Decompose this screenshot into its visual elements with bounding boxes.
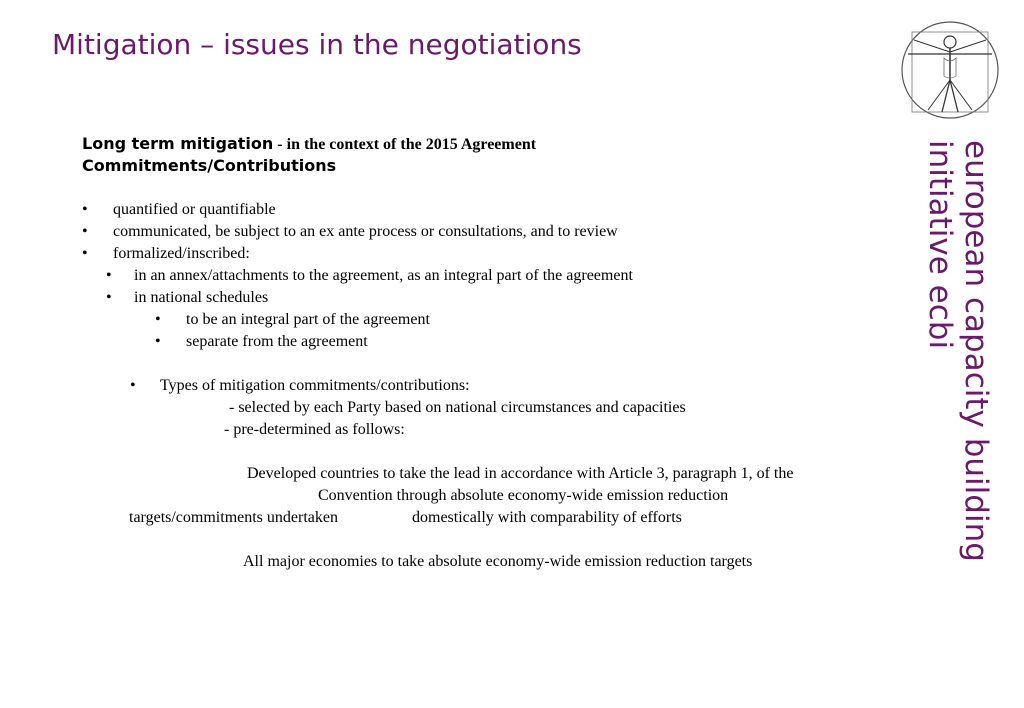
list-item: to be an integral part of the agreement: [186, 311, 430, 328]
developed-line-2: Convention through absolute economy-wide emission reduction: [318, 487, 729, 504]
section-heading: [82, 134, 536, 154]
bullet-dot: •: [155, 333, 161, 350]
list-item: in national schedules: [134, 289, 269, 306]
page-title: Mitigation – issues in the negotiations: [52, 28, 582, 61]
bullet-dot: •: [106, 289, 112, 306]
list-item: separate from the agreement: [186, 333, 368, 350]
bullet-dot: •: [82, 223, 88, 240]
developed-line-3b: domestically with comparability of efforts: [412, 509, 682, 526]
heading-context: - in the context of the 2015 Agreement: [273, 136, 537, 153]
heading-main: Long term mitigation: [82, 134, 274, 153]
list-item: quantified or quantifiable: [113, 201, 276, 218]
bullet-dot: •: [82, 201, 88, 218]
bullet-dot: •: [106, 267, 112, 284]
list-item: communicated, be subject to an ex ante process or consultations, and to review: [113, 223, 618, 240]
types-option-1: - selected by each Party based on national circumstances and capacities: [229, 399, 686, 416]
vitruvian-man-icon: [898, 18, 1002, 122]
list-item: Types of mitigation commitments/contributions:: [160, 377, 470, 394]
branding-line-2: initiative ecbi: [922, 140, 958, 350]
subheading: Commitments/Contributions: [82, 156, 337, 175]
bullet-dot: •: [130, 377, 136, 394]
types-option-2: - pre-determined as follows:: [224, 421, 405, 438]
vertical-branding: [914, 140, 994, 580]
list-item: in an annex/attachments to the agreement, as an integral part of the agreement: [134, 267, 633, 284]
bullet-dot: •: [82, 245, 88, 262]
list-item: formalized/inscribed:: [113, 245, 250, 262]
major-economies-line: All major economies to take absolute economy-wide emission reduction targets: [243, 553, 753, 570]
branding-line-1: european capacity building: [958, 140, 994, 562]
developed-line-3a: targets/commitments undertaken: [129, 509, 338, 526]
developed-line-1: Developed countries to take the lead in accordance with Article 3, paragraph 1, of the: [247, 465, 794, 482]
bullet-dot: •: [155, 311, 161, 328]
